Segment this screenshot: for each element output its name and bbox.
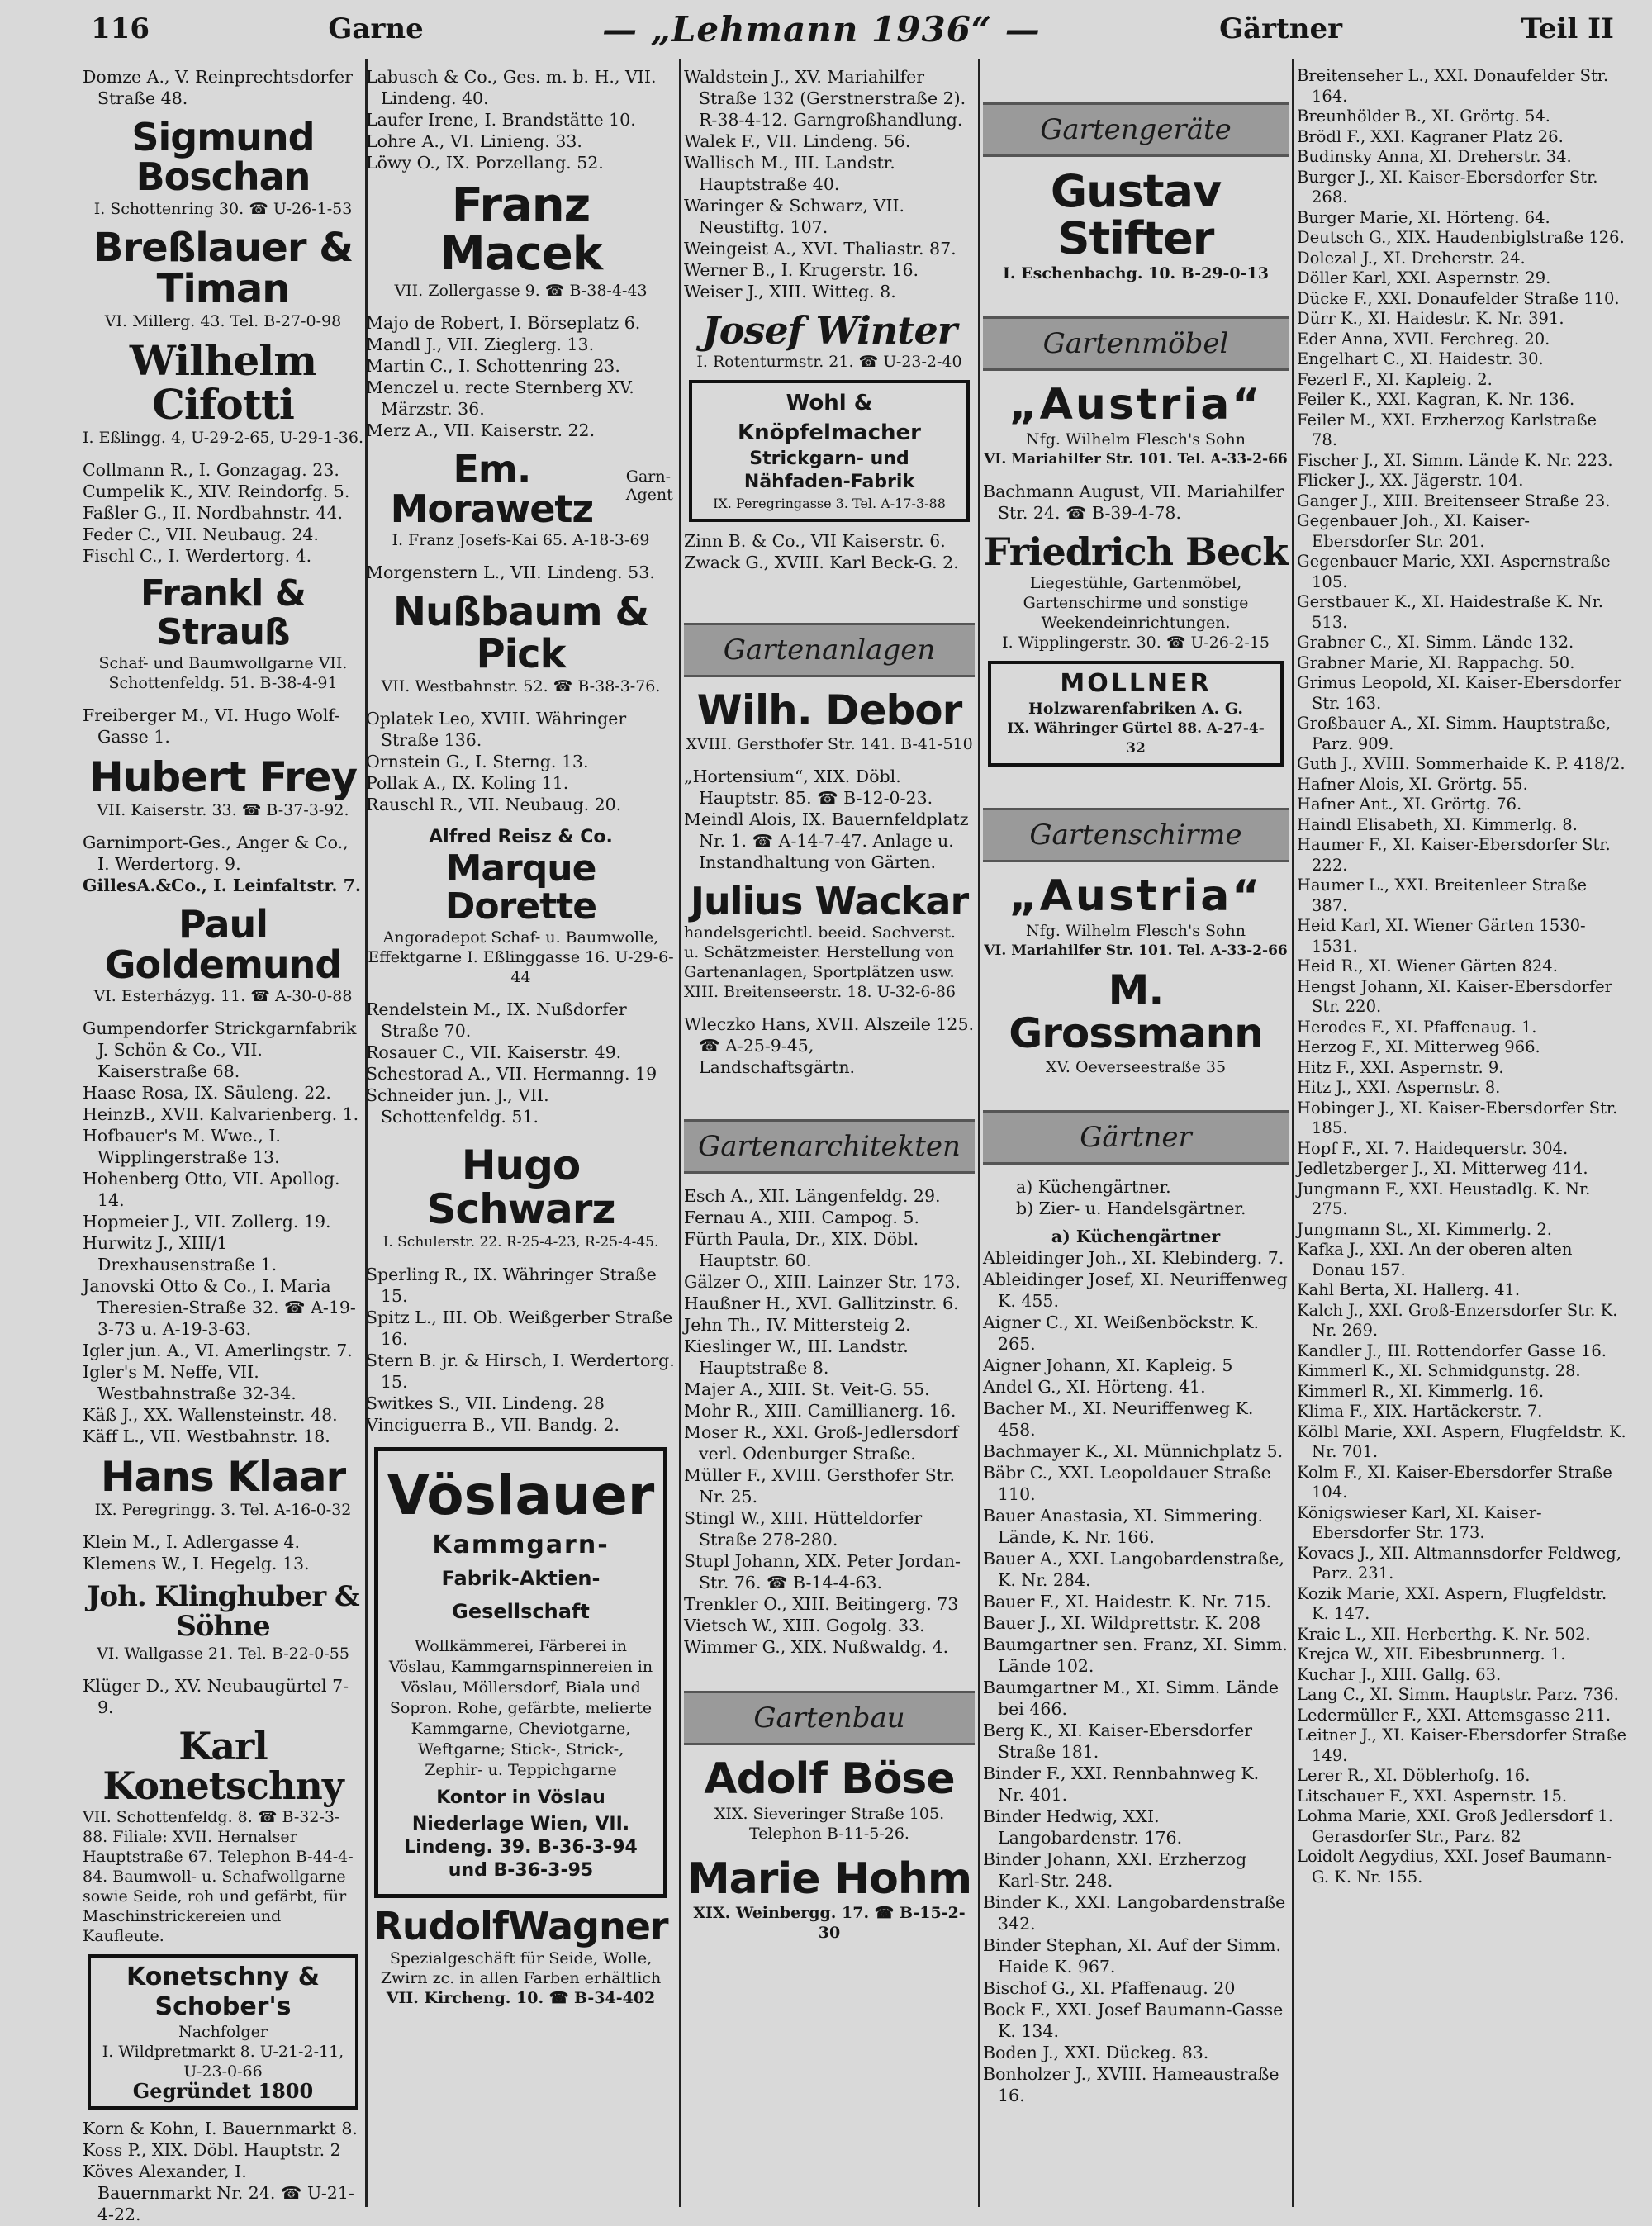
listing-entry: Flicker J., XX. Jägerstr. 104.: [1297, 471, 1524, 490]
ad-kons-name: Konetschny & Schober's: [126, 1963, 320, 2022]
listing-entry: Dücke F., XXI. Donaufelder Straße 110.: [1297, 288, 1620, 308]
ad-nussbaum-name: Nußbaum & Pick: [392, 589, 649, 677]
listing-entry: Kahl Berta, XI. Hallerg. 41.: [1297, 1280, 1521, 1299]
listing-entry: Gumpendorfer Strickgarnfabrik J. Schön & Co., VII. Kaiserstraße 68.: [83, 1018, 357, 1081]
header-section: Gärtner: [1219, 12, 1343, 45]
listing-entry: Breitenseher L., XXI. Donaufelder Str. 164.: [1297, 66, 1609, 106]
listing-entry: Müller F., XVIII. Gersthofer Str. Nr. 25.: [684, 1465, 956, 1507]
ad-voeslauer-text: Wollkämmerei, Färberei in Vöslau, Kammgarnspinnereien in Vöslau, Möllersdorf, Biala und Sopron. Rohe, gefärbte, melierte Kammgarne, Cheviotgarne, Weftgarne; Stick-, Strick-, Zephir- u. Teppichgarne: [388, 1637, 653, 1780]
listing-entry: Grabner Marie, XI. Rappachg. 50.: [1297, 653, 1575, 672]
listing-entry: Aigner Johann, XI. Kapleig. 5: [983, 1355, 1233, 1375]
listing-entry: Gerstbauer K., XI. Haidestraße K. Nr. 513.: [1297, 592, 1604, 632]
ad-klinghuber-address: VI. Wallgasse 21. Tel. B-22-0-55: [97, 1644, 349, 1663]
ad-austria1-sub: Nfg. Wilhelm Flesch's Sohn: [1026, 430, 1246, 449]
listing-entry: Bauer F., XI. Haidestr. K. Nr. 715.: [983, 1591, 1272, 1611]
listing-entry: Kovacs J., XII. Altmannsdorfer Feldweg, Parz. 231.: [1297, 1543, 1621, 1583]
listing-entry: Wallisch M., III. Landstr. Hauptstraße 40.: [684, 153, 895, 194]
ad-voeslauer-name: Vöslauer: [387, 1464, 655, 1528]
ad-schwarz-name: Hugo Schwarz: [426, 1141, 615, 1233]
listing-entry: Kandler J., III. Rottendorfer Gasse 16.: [1297, 1341, 1607, 1360]
listing-entry: Ableidinger Joh., XI. Klebinderg. 7.: [983, 1247, 1284, 1268]
listing-entry: Loidolt Aegydius, XXI. Josef Baumann-G. K. Nr. 155.: [1297, 1847, 1612, 1887]
ad-mollner-address: IX. Währinger Gürtel 88. A-27-4-32: [1007, 720, 1265, 757]
ad-wagner-name: RudolfWagner: [373, 1904, 668, 1949]
listing-entry: Bischof G., XI. Pfaffenaug. 20: [983, 1977, 1236, 1998]
listing-entry: Mandl J., VII. Zieglerg. 13.: [366, 334, 595, 354]
ad-goldemund-name: Paul Goldemund: [104, 902, 342, 987]
gaertner-subheading: a) Küchengärtner: [1051, 1226, 1221, 1246]
listing-entry: Binder Hedwig, XXI. Langobardenstr. 176.: [983, 1806, 1183, 1848]
listing-entry: Rosauer C., VII. Kaiserstr. 49.: [366, 1042, 622, 1063]
listing-entry: Baumgartner M., XI. Simm. Lände bei 466.: [983, 1677, 1279, 1719]
listing-entry: Breunhölder B., XI. Grörtg. 54.: [1297, 107, 1550, 126]
listing-entry: Labusch & Co., Ges. m. b. H., VII. Lindeng. 40.: [366, 67, 657, 108]
listing-entry: Kafka J., XXI. An der oberen alten Donau 157.: [1297, 1240, 1573, 1279]
ad-morawetz-tag: Garn-Agent: [625, 467, 673, 504]
listing-entry: Brödl F., XXI. Kagraner Platz 26.: [1297, 126, 1564, 146]
listing-entry: Lang C., XI. Simm. Hauptstr. Parz. 736.: [1297, 1685, 1619, 1704]
listing-entry: Rendelstein M., IX. Nußdorfer Straße 70.: [366, 999, 627, 1042]
listing-entry: Trenkler O., XIII. Beitingerg. 73: [684, 1594, 959, 1615]
ad-austria1-address: VI. Mariahilfer Str. 101. Tel. A-33-2-66: [984, 450, 1288, 468]
ad-kons-sub: Nachfolger: [178, 2023, 268, 2042]
listing-entry: Moser R., XXI. Groß-Jedlersdorf verl. Odenburger Straße.: [684, 1422, 959, 1464]
gaertner-category-b: b) Zier- u. Handelsgärtner.: [1016, 1198, 1246, 1218]
listing-entry: Hafner Alois, XI. Grörtg. 55.: [1297, 774, 1528, 794]
listing-entry: Zwack G., XVIII. Karl Beck-G. 2.: [684, 553, 959, 573]
listing-entry: Hengst Johann, XI. Kaiser-Ebersdorfer Str. 220.: [1297, 976, 1612, 1016]
listing-entry: Bock F., XXI. Josef Baumann-Gasse K. 134.: [983, 1999, 1284, 2041]
listing-entry: Sperling R., IX. Währinger Straße 15.: [366, 1265, 657, 1307]
listing-entry: Mohr R., XIII. Camillianerg. 16.: [684, 1401, 957, 1422]
listing-entry: Baumgartner sen. Franz, XI. Simm. Lände 102.: [983, 1634, 1288, 1676]
ad-morawetz-name: Em. Morawetz: [390, 446, 594, 531]
ad-wohl-text: Strickgarn- und Nähfaden-Fabrik: [743, 449, 915, 493]
listing-entry: Cumpelik K., XIV. Reindorfg. 5.: [83, 482, 350, 502]
ad-konetschny-text: VII. Schottenfeldg. 8. ☎ B-32-3-88. Filiale: XVII. Hernalser Hauptstraße 67. Telephon B-44-4-84. Baumwoll- u. Schafwollgarne sowie Seide, roh und gefärbt, für Maschinstrickereien und Kaufleute.: [83, 1808, 354, 1946]
ad-konetschny-name: Karl Konetschny: [102, 1723, 344, 1809]
listing-entry: Ableidinger Josef, XI. Neuriffenweg K. 455.: [983, 1269, 1288, 1311]
listing-entry: Klemens W., I. Hegelg. 13.: [83, 1554, 310, 1574]
listing-entry: Jungmann F., XXI. Heustadlg. K. Nr. 275.: [1297, 1179, 1591, 1218]
listing-entry: Guth J., XVIII. Sommerhaide K. P. 418/2.: [1297, 754, 1626, 773]
listing-entry: Kölbl Marie, XXI. Aspern, Flugfeldstr. K. Nr. 701.: [1297, 1422, 1626, 1461]
listing-entry: Hitz J., XXI. Aspernstr. 8.: [1297, 1078, 1501, 1097]
listing-entry: Collmann R., I. Gonzagag. 23.: [83, 460, 339, 481]
ad-grossmann-address: XV. Oeverseestraße 35: [1045, 1057, 1227, 1076]
listing-entry: Wleczko Hans, XVII. Alszeile 125. ☎ A-25-9-45, Landschaftsgärtn.: [684, 1014, 975, 1078]
listing-entry: Kuchar J., XIII. Gallg. 63.: [1297, 1664, 1502, 1684]
listing-entry: Waringer & Schwarz, VII. Neustiftg. 107.: [684, 196, 905, 237]
ad-reisz-line: Alfred Reisz & Co.: [429, 826, 613, 847]
listing-entry: GillesA.&Co., I. Leinfaltstr. 7.: [83, 876, 362, 896]
ad-wohl-address: IX. Peregringasse 3. Tel. A-17-3-88: [713, 496, 946, 512]
ad-voeslauer-line1: Kammgarn-: [432, 1531, 610, 1560]
listing-entry: Königswieser Karl, XI. Kaiser-Ebersdorfer Str. 173.: [1297, 1502, 1542, 1542]
ad-stifter-name: Gustav Stifter: [1050, 165, 1222, 264]
page-header: [0, 0, 1652, 58]
ad-austria2-name: „Austria“: [1009, 871, 1263, 922]
listing-entry: Hitz F., XXI. Aspernstr. 9.: [1297, 1057, 1504, 1077]
listing-entry: Haußner H., XVI. Gallitzinstr. 6.: [684, 1293, 959, 1314]
section-gaertner: Gärtner: [983, 1110, 1289, 1165]
ad-stifter-address: I. Eschenbachg. 10. B-29-0-13: [1003, 264, 1269, 283]
section-gartenbau: Gartenbau: [684, 1691, 975, 1745]
section-gartenanlagen: Gartenanlagen: [684, 623, 975, 677]
listing-entry: Jedletzberger J., XI. Mitterweg 414.: [1297, 1159, 1588, 1178]
listing-entry: Ornstein G., I. Sterng. 13.: [366, 751, 589, 771]
ad-voeslauer-line2: Fabrik-Aktien-Gesellschaft: [441, 1567, 601, 1624]
ad-boese-name: Adolf Böse: [704, 1754, 955, 1805]
listing-entry: Haumer L., XXI. Breitenleer Straße 387.: [1297, 876, 1588, 915]
listing-entry: Koss P., XIX. Döbl. Hauptstr. 2: [83, 2140, 341, 2161]
ad-bresslauer-address: VI. Millerg. 43. Tel. B-27-0-98: [104, 312, 342, 331]
listing-entry: Bachmayer K., XI. Münnichplatz 5.: [983, 1440, 1284, 1461]
listing-entry: Binder Stephan, XI. Auf der Simm. Haide K. 967.: [983, 1934, 1281, 1977]
listing-entry: Faßler G., II. Nordbahnstr. 44.: [83, 503, 344, 524]
listing-entry: Bachmann August, VII. Mariahilfer Str. 24. ☎ B-39-4-78.: [983, 481, 1284, 523]
ad-boschan-address: I. Schottenring 30. ☎ U-26-1-53: [93, 199, 353, 218]
listing-entry: Löwy O., IX. Porzellang. 52.: [366, 153, 604, 173]
listing-entry: Fürth Paula, Dr., XIX. Döbl. Hauptstr. 60.: [684, 1229, 919, 1271]
listing-entry: Igler's M. Neffe, VII. Westbahnstraße 32-34.: [83, 1361, 297, 1403]
ad-wohl: [689, 380, 970, 522]
listing-entry: Haumer F., XI. Kaiser-Ebersdorfer Str. 222.: [1297, 835, 1611, 875]
ad-frankl-text: Schaf- und Baumwollgarne VII. Schottenfeldg. 51. B-38-4-91: [98, 653, 348, 692]
listing-entry: Pollak A., IX. Koling 11.: [366, 772, 569, 793]
listing-entry: Aigner C., XI. Weißenböckstr. K. 265.: [983, 1312, 1260, 1354]
listing-entry: Hafner Ant., XI. Grörtg. 76.: [1297, 795, 1522, 814]
ad-cifotti-address: I. Eßlingg. 4, U-29-2-65, U-29-1-36.: [83, 429, 363, 448]
ad-beck-text: Liegestühle, Gartenmöbel, Gartenschirme und sonstige Weekendeinrichtungen.: [1023, 574, 1249, 633]
listing-entry: Wimmer G., XIX. Nußwaldg. 4.: [684, 1637, 949, 1658]
ad-austria1-name: „Austria“: [1009, 380, 1263, 430]
listing-entry: Kieslinger W., III. Landstr. Hauptstraße 8.: [684, 1336, 909, 1379]
listing-entry: Bäbr C., XXI. Leopoldauer Straße 110.: [983, 1462, 1271, 1504]
listing-entry: Lohre A., VI. Linieng. 33.: [366, 131, 582, 151]
listing-entry: Stupl Johann, XIX. Peter Jordan-Str. 76. ☎ B-14-4-63.: [684, 1551, 961, 1593]
ad-voeslauer-wien: Niederlage Wien, VII. Lindeng. 39. B-36-3-94 und B-36-3-95: [404, 1814, 638, 1882]
ad-beck-address: I. Wipplingerstr. 30. ☎ U-26-2-15: [1002, 634, 1270, 653]
ad-wackar-name: Julius Wackar: [690, 878, 969, 923]
listing-entry: Hurwitz J., XIII/1 Drexhausenstraße 1.: [83, 1232, 278, 1274]
ad-mollner: [988, 661, 1284, 767]
listing-entry: Ganger J., XIII. Breitenseer Straße 23.: [1297, 491, 1611, 510]
column-divider: [1292, 59, 1294, 2207]
header-title: — „Lehmann 1936“ —: [602, 8, 1041, 50]
ad-austria2-address: VI. Mariahilfer Str. 101. Tel. A-33-2-66: [984, 942, 1288, 959]
section-gartenmoebel: Gartenmöbel: [983, 316, 1289, 371]
ad-hohm-address: XIX. Weinbergg. 17. ☎ B-15-2-30: [693, 1904, 966, 1943]
listing-entry: Majo de Robert, I. Börseplatz 6.: [366, 312, 641, 333]
listing-entry: Kolm F., XI. Kaiser-Ebersdorfer Straße 104.: [1297, 1462, 1612, 1502]
listing-entry: Binder K., XXI. Langobardenstraße 342.: [983, 1891, 1286, 1934]
listing-entry: Kimmerl R., XI. Kimmerlg. 16.: [1297, 1381, 1545, 1401]
listing-entry: Schneider jun. J., VII. Schottenfeldg. 51.: [366, 1085, 549, 1127]
header-part: Teil II: [1521, 12, 1614, 45]
ad-goldemund-address: VI. Esterházyg. 11. ☎ A-30-0-88: [93, 986, 353, 1005]
listing-entry: Kraic L., XII. Herberthg. K. Nr. 502.: [1297, 1624, 1591, 1644]
listing-entry: Feder C., VII. Neubaug. 24.: [83, 524, 319, 545]
listing-entry: Döller Karl, XXI. Aspernstr. 29.: [1297, 268, 1551, 287]
ad-kons-founded: Gegründet 1800: [132, 2079, 314, 2104]
column-1: [83, 66, 363, 2225]
ad-voeslauer-kontor: Kontor in Vöslau: [436, 1787, 605, 1809]
listing-entry: Krejca W., XII. Eibesbrunnerg. 1.: [1297, 1645, 1566, 1664]
listing-entry: Fischer J., XI. Simm. Lände K. Nr. 223.: [1297, 450, 1613, 470]
ad-klinghuber-name: Joh. Klinghuber & Söhne: [87, 1580, 359, 1644]
ad-macek-name: Franz Macek: [439, 178, 602, 281]
listing-entry: Weiser J., XIII. Witteg. 8.: [684, 282, 896, 301]
ad-winter-address: I. Rotenturmstr. 21. ☎ U-23-2-40: [696, 353, 962, 372]
listing-entry: Köves Alexander, I. Bauernmarkt Nr. 24. ☎ U-21-4-22.: [83, 2162, 354, 2225]
listing-entry: HeinzB., XVII. Kalvarienberg. 1.: [83, 1104, 359, 1124]
listing-entry: Herzog F., XI. Mitterweg 966.: [1297, 1037, 1540, 1056]
ad-frey-name: Hubert Frey: [88, 752, 358, 801]
listing-entry: Boden J., XXI. Dückeg. 83.: [983, 2042, 1209, 2062]
listing-entry: Dolezal J., XI. Dreherstr. 24.: [1297, 248, 1526, 268]
listing-entry: Janovski Otto & Co., I. Maria Theresien-Straße 32. ☎ A-19-3-73 u. A-19-3-63.: [83, 1275, 356, 1339]
listing-entry: Lohma Marie, XXI. Groß Jedlersdorf 1. Gerasdorfer Str., Parz. 82: [1297, 1806, 1613, 1846]
listing-entry: Fezerl F., XI. Kapleig. 2.: [1297, 369, 1493, 389]
ad-macek-address: VII. Zollergasse 9. ☎ B-38-4-43: [394, 281, 648, 300]
listing-entry: Engelhart C., XI. Haidestr. 30.: [1297, 349, 1544, 368]
ad-nussbaum-address: VII. Westbahnstr. 52. ☎ B-38-3-76.: [381, 676, 661, 695]
listing-entry: Bauer A., XXI. Langobardenstraße, K. Nr. 284.: [983, 1548, 1284, 1590]
listing-entry: Bonholzer J., XVIII. Hameaustraße 16.: [983, 2063, 1279, 2105]
ad-mollner-sub: Holzwarenfabriken A. G.: [1028, 700, 1244, 719]
listing-entry: Andel G., XI. Hörteng. 41.: [983, 1376, 1206, 1397]
listing-entry: Eder Anna, XVII. Ferchreg. 20.: [1297, 329, 1550, 349]
listing-entry: Herodes F., XI. Pfaffenaug. 1.: [1297, 1017, 1537, 1037]
listing-entry: Grabner C., XI. Simm. Lände 132.: [1297, 633, 1574, 652]
ad-austria2-sub: Nfg. Wilhelm Flesch's Sohn: [1026, 921, 1246, 940]
ad-wagner-text: Spezialgeschäft für Seide, Wolle, Zwirn zc. in allen Farben erhältlich: [380, 1948, 662, 1987]
listing-entry: Gälzer O., XIII. Lainzer Str. 173.: [684, 1272, 961, 1293]
listing-entry: Hopmeier J., VII. Zollerg. 19.: [83, 1211, 331, 1232]
ad-dorette-name: Marque Dorette: [444, 847, 597, 928]
ad-klaar-address: IX. Peregringg. 3. Tel. A-16-0-32: [94, 1501, 352, 1520]
ad-hohm-name: Marie Hohm: [686, 1853, 972, 1904]
column-4: [983, 66, 1289, 2214]
ad-schwarz-address: I. Schulerstr. 22. R-25-4-23, R-25-4-45.: [382, 1234, 659, 1251]
listing-entry: Vietsch W., XIII. Gogolg. 33.: [684, 1616, 925, 1636]
listing-entry: Waldstein J., XV. Mariahilfer Straße 132 (Gerstnerstraße 2). R-38-4-12. Garngroßhandlung.: [684, 67, 966, 130]
ad-debor-name: Wilh. Debor: [696, 686, 962, 735]
listing-entry: Heid R., XI. Wiener Gärten 824.: [1297, 956, 1558, 975]
listing-entry: Klein M., I. Adlergasse 4.: [83, 1532, 300, 1553]
listing-entry: Kalch J., XXI. Groß-Enzersdorfer Str. K. Nr. 269.: [1297, 1300, 1618, 1340]
listing-entry: Litschauer F., XXI. Aspernstr. 15.: [1297, 1786, 1568, 1806]
ad-bresslauer-name: Breßlauer & Timan: [93, 224, 354, 312]
gaertner-category-a: a) Küchengärtner.: [1016, 1176, 1171, 1197]
listing-entry: Spitz L., III. Ob. Weißgerber Straße 16.: [366, 1308, 673, 1350]
ad-klaar-name: Hans Klaar: [100, 1452, 346, 1501]
listing-entry: Deutsch G., XIX. Haudenbiglstraße 126.: [1297, 228, 1625, 247]
ad-kons-address: I. Wildpretmarkt 8. U-21-2-11, U-23-0-66: [102, 2043, 344, 2081]
listing-entry: Hofbauer's M. Wwe., I. Wipplingerstraße 13.: [83, 1125, 281, 1167]
listing-entry: Freiberger M., VI. Hugo Wolf-Gasse 1.: [83, 705, 340, 747]
listing-entry: Vinciguerra B., VII. Bandg. 2.: [366, 1415, 620, 1436]
ad-grossmann-name: M. Grossmann: [1009, 966, 1263, 1058]
listing-entry: Meindl Alois, IX. Bauernfeldplatz Nr. 1. ☎ A-14-7-47. Anlage u. Instandhaltung von Gärten.: [684, 809, 969, 872]
listing-entry: Jungmann St., XI. Kimmerlg. 2.: [1297, 1219, 1552, 1239]
listing-entry: Burger Marie, XI. Hörteng. 64.: [1297, 207, 1550, 227]
ad-cifotti-name: Wilhelm Cifotti: [129, 336, 317, 429]
listing-entry: Klima F., XIX. Hartäckerstr. 7.: [1297, 1402, 1543, 1421]
listing-entry: Fischl C., I. Werdertorg. 4.: [83, 546, 312, 567]
ad-morawetz: [366, 441, 676, 531]
listing-entry: Igler jun. A., VI. Amerlingstr. 7.: [83, 1340, 353, 1360]
ad-debor-address: XVIII. Gersthofer Str. 141. B-41-510: [686, 734, 973, 753]
listing-entry: Jehn Th., IV. Mittersteig 2.: [684, 1315, 911, 1336]
ad-dorette-text: Angoradepot Schaf- u. Baumwolle, Effektgarne I. Eßlinggasse 16. U-29-6-44: [368, 928, 674, 987]
ad-konetschny-schober: [88, 1954, 358, 2110]
ad-frey-address: VII. Kaiserstr. 33. ☎ B-37-3-92.: [97, 801, 349, 820]
listing-entry: Dürr K., XI. Haidestr. K. Nr. 391.: [1297, 309, 1564, 328]
section-gartengeraete: Gartengeräte: [983, 102, 1289, 157]
listing-entry: Ledermüller F., XXI. Attemsgasse 211.: [1297, 1705, 1612, 1725]
section-gartenarchitekten: Gartenarchitekten: [684, 1119, 975, 1174]
column-divider: [679, 59, 681, 2207]
listing-entry: Haase Rosa, IX. Säuleng. 22.: [83, 1082, 331, 1103]
listing-entry: Domze A., V. Reinprechtsdorfer Straße 48.: [83, 67, 353, 108]
listing-entry: Weingeist A., XVI. Thaliastr. 87.: [684, 239, 957, 259]
listing-entry: Bauer J., XI. Wildprettstr. K. 208: [983, 1612, 1261, 1633]
ad-frankl-name: Frankl & Strauß: [140, 572, 306, 653]
ad-voeslauer: [374, 1447, 667, 1898]
listing-entry: Menczel u. recte Sternberg XV. Märzstr. 36.: [366, 377, 634, 419]
ad-morawetz-address: I. Franz Josefs-Kai 65. A-18-3-69: [392, 531, 650, 550]
listing-entry: Walek F., VII. Lindeng. 56.: [684, 131, 911, 151]
listing-entry: Hobinger J., XI. Kaiser-Ebersdorfer Str. 185.: [1297, 1098, 1618, 1137]
listing-entry: Binder F., XXI. Rennbahnweg K. Nr. 401.: [983, 1763, 1260, 1805]
listing-entry: Fernau A., XIII. Campog. 5.: [684, 1208, 919, 1228]
listing-entry: Hohenberg Otto, VII. Apollog. 14.: [83, 1168, 340, 1210]
ad-beck-name: Friedrich Beck: [983, 529, 1289, 574]
section-gartenschirme: Gartenschirme: [983, 808, 1289, 862]
listing-entry: Heid Karl, XI. Wiener Gärten 1530-1531.: [1297, 916, 1586, 956]
listing-entry: Hopf F., XI. 7. Haidequerstr. 304.: [1297, 1138, 1569, 1158]
listing-entry: Martin C., I. Schottenring 23.: [366, 355, 620, 376]
listing-entry: Käß J., XX. Wallensteinstr. 48.: [83, 1404, 338, 1425]
listing-entry: Grimus Leopold, XI. Kaiser-Ebersdorfer Str. 163.: [1297, 673, 1622, 713]
listing-entry: Oplatek Leo, XVIII. Währinger Straße 136.: [366, 708, 627, 750]
header-category: Garne: [328, 12, 424, 45]
listing-entry: Werner B., I. Krugerstr. 16.: [684, 260, 919, 280]
listing-entry: Stingl W., XIII. Hütteldorfer Straße 278-280.: [684, 1508, 923, 1550]
ad-winter-name: Josef Winter: [702, 308, 957, 353]
listing-entry: Schestorad A., VII. Hermanng. 19: [366, 1064, 657, 1085]
ad-boese-address: XIX. Sieveringer Straße 105. Telephon B-11-5-26.: [714, 1804, 945, 1843]
listing-entry: Klüger D., XV. Neubaugürtel 7-9.: [83, 1675, 349, 1717]
column-3: [684, 66, 975, 2214]
listing-entry: Gegenbauer Joh., XI. Kaiser-Ebersdorfer Str. 201.: [1297, 511, 1531, 551]
listing-entry: Feiler K., XXI. Kagran, K. Nr. 136.: [1297, 390, 1575, 409]
listing-entry: Merz A., VII. Kaiserstr. 22.: [366, 420, 596, 440]
column-divider: [978, 59, 980, 2207]
ad-wagner-address: VII. Kircheng. 10. ☎ B-34-402: [386, 1988, 656, 2007]
listing-entry: Korn & Kohn, I. Bauernmarkt 8.: [83, 2119, 358, 2139]
ad-boschan-name: Sigmund Boschan: [131, 115, 315, 200]
listing-entry: Leitner J., XI. Kaiser-Ebersdorfer Straße 149.: [1297, 1725, 1627, 1765]
listing-entry: Bauer Anastasia, XI. Simmering. Lände, K. Nr. 166.: [983, 1505, 1264, 1547]
listing-entry: Switkes S., VII. Lindeng. 28: [366, 1393, 605, 1414]
column-2: [366, 66, 676, 2214]
page-number: 116: [91, 12, 150, 45]
listing-entry: Rauschl R., VII. Neubaug. 20.: [366, 794, 622, 814]
listing-entry: Haindl Elisabeth, XI. Kimmerlg. 8.: [1297, 814, 1578, 834]
listing-entry: Laufer Irene, I. Brandstätte 10.: [366, 110, 636, 130]
listing-entry: Burger J., XI. Kaiser-Ebersdorfer Str. 268.: [1297, 167, 1598, 206]
listing-entry: Käff L., VII. Westbahnstr. 18.: [83, 1426, 330, 1446]
listing-entry: Kozik Marie, XXI. Aspern, Flugfeldstr. K. 147.: [1297, 1583, 1607, 1623]
listing-entry: Binder Johann, XXI. Erzherzog Karl-Str. 248.: [983, 1849, 1247, 1891]
listing-entry: Morgenstern L., VII. Lindeng. 53.: [366, 562, 655, 583]
listing-entry: Zinn B. & Co., VII Kaiserstr. 6.: [684, 531, 946, 552]
listing-entry: Bacher M., XI. Neuriffenweg K. 458.: [983, 1398, 1254, 1440]
listing-entry: Gegenbauer Marie, XXI. Aspernstraße 105.: [1297, 552, 1611, 591]
listing-entry: Feiler M., XXI. Erzherzog Karlstraße 78.: [1297, 410, 1597, 449]
listing-entry: Esch A., XII. Längenfeldg. 29.: [684, 1186, 941, 1207]
column-5: [1297, 66, 1627, 2214]
ad-wohl-name: Wohl & Knöpfelmacher: [737, 391, 921, 446]
listing-entry: Garnimport-Ges., Anger & Co., I. Werdertorg. 9.: [83, 833, 349, 875]
listing-entry: Großbauer A., XI. Simm. Hauptstraße, Parz. 909.: [1297, 714, 1612, 753]
listing-entry: „Hortensium“, XIX. Döbl. Hauptstr. 85. ☎ B-12-0-23.: [684, 766, 933, 808]
listing-entry: Majer A., XIII. St. Veit-G. 55.: [684, 1379, 930, 1400]
listing-entry: Lerer R., XI. Döblerhofg. 16.: [1297, 1766, 1531, 1785]
listing-entry: Stern B. jr. & Hirsch, I. Werdertorg. 15.: [366, 1350, 675, 1393]
listing-entry: Kimmerl K., XI. Schmidgunstg. 28.: [1297, 1361, 1581, 1380]
ad-wackar-text: handelsgerichtl. beeid. Sachverst. u. Schätzmeister. Herstellung von Gartenanlagen, Sportplätzen usw. XIII. Breitenseerstr. 18. U-32-6-86: [684, 923, 957, 1002]
ad-mollner-name: MOLLNER: [1060, 669, 1212, 699]
listing-entry: Budinsky Anna, XI. Dreherstr. 34.: [1297, 147, 1572, 166]
listing-entry: Berg K., XI. Kaiser-Ebersdorfer Straße 181.: [983, 1720, 1253, 1762]
